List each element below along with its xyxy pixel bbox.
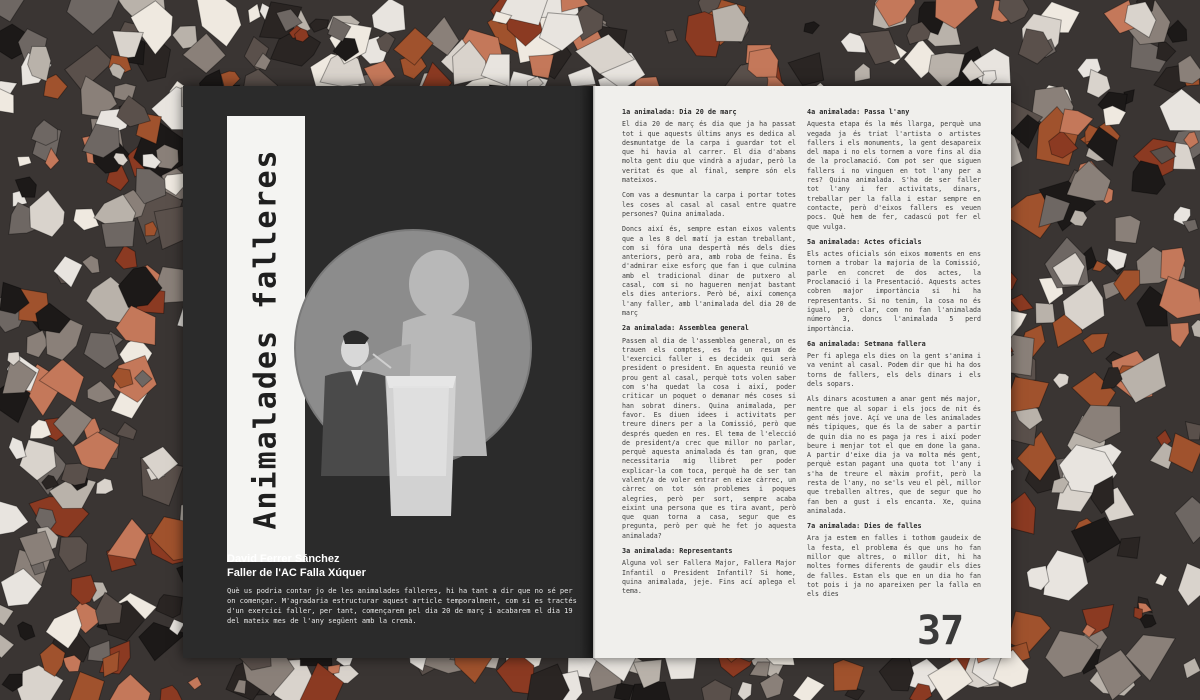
body-paragraph: Doncs així és, sempre estan eixos valents que a les 8 del matí ja estan treballant, com si fóra una despertà més dels dies anteriors, però ara, amb roba de feina. És d'admirar eixe esforç que fan i que culmina amb el tradicional dinar de putxero al casal, com si no hagueren menjat bastant els dies anteriors. Però bé, així comença l'any faller, amb l'animalada del dia 20 de març <box>622 225 796 317</box>
text-column-2 <box>807 108 981 600</box>
section-heading: 5a animalada: Actes oficials <box>807 237 922 246</box>
body-paragraph: Alguna vol ser Fallera Major, Fallera Major Infantil o President Infantil? Si home, quina animalada, jeje. Fins ací aplega el tema. <box>622 559 796 596</box>
body-paragraph: Ara ja estem en falles i tothom gaudeix de la festa, el problema és que uns ho fan millor que altres, o millor dit, hi ha moltes formes diferents de gaudir els dies de falles. Estan els que en un dia ho fan tot pois i ja no apareixen per la falla en els dies <box>807 534 981 599</box>
section-heading: 6a animalada: Setmana fallera <box>807 339 926 348</box>
body-paragraph: Els actes oficials són eixos moments en ens tornem a trobar la majoria de la Comissió, parle en concret de dos actes, la Proclamació i la Presentació. Aquests actes cobren major importància si hi ha representants. Si no tenim, la cosa no és igual, però clar, com no fan l'animalada número 3, doncs l'animalada 5 perd importància. <box>807 250 981 333</box>
speaker-illustration <box>291 226 541 536</box>
author-role: Faller de l'AC Falla Xúquer <box>227 567 366 579</box>
section-heading: 1a animalada: Dia 20 de març <box>622 108 737 116</box>
body-paragraph: Passem al dia de l'assemblea general, on es trauen els comptes, es fa un resum de l'exercici faller i es decideix qui serà president o president. En aquesta reunió ve prou gent al casal, perquè tots volen saber com s'ha quedat la cosa i així, poder criticar un poquet o demanar més coses si han sobrat diners. Quina animalada, per favor. Es diuen idees i activitats per treure diners per a la Comissió, però que després queden en res. El tema de l'elecció de president/a crec que millor no parlar, perquè aquesta animalada és tan gran, que necessitaria mig llibret per poder explicar-la com toca, perquè ha de ser tan valent/a de voler entrar en eixe càrrec, un càrrec on tot són problemes i poques alegries, però per sort, sempre acaba eixint una persona que es tira avant, però que quan torna a casa, segur que es pregunta, però per què he fet jo aquesta animalada? <box>622 336 796 540</box>
body-paragraph: Als dinars acostumen a anar gent més major, mentre que al sopar i els jocs de nit és gent més jove. Açí ve una de les animalades més típiques, que és la de saber a partir de quin dia no es paga ja res i així poder beure i menjar tot el que em done la gana. A partir d'eixe dia ja va molta més gent, perquè estan pagant una quota tot l'any i s'ha de treure el màxim profit, però la resta de l'any, no se'ls veu el pèl, millor que treballen altres, que de segur que ho fan ben a gust i els encanta. Xe, quina animalada. <box>807 395 981 515</box>
body-paragraph: Per fi aplega els dies on la gent s'anima i va venint al casal. Podem dir que hi ha dos torns de fallers, els dels dinars i els dels sopars. <box>807 352 981 389</box>
intro-paragraph: Què us podria contar jo de les animalades falleres, hi ha tant a dir que no sé per on començar. M'agradaria estructurar aquest article temporalment, com si es tractés d'un exercici faller, per tant, començarem pel dia 20 de març i acabarem el dia 19 del mateix mes de l'any següent amb la cremà. <box>227 587 577 625</box>
page-gutter-shadow <box>579 86 609 658</box>
magazine-spread <box>183 86 1011 658</box>
text-column-1 <box>622 108 796 597</box>
author-name: David Ferrer Sánchez <box>227 553 340 565</box>
body-paragraph: Com vas a desmuntar la carpa i portar totes les coses al casal al casal entre quatre persones? Quina animalada. <box>622 191 796 218</box>
body-paragraph: El dia 20 de març és dia que ja ha passat tot i que aquests últims anys es dedica al desmuntatge de la carpa i guardar tot el que hi havia al carrer. El dia d'abans molta gent diu que vindrà a ajudar, però la veritat és que al final, sempre són els mateixos. <box>622 120 796 185</box>
body-paragraph: Aquesta etapa és la més llarga, perquè una vegada ja és triat l'artista o artistes fallers i els monuments, la gent desapareix del mapa i no els tornem a vore fins al dia de la proclamació. Com pot ser que siguen fallers i no vinguen en tot l'any per a res? Quina animalada. S'ha de ser faller tot l'any i fer activitats, dinars, treballar per la falla i estar sempre en contacte, però d'eixos fallers es veuen pocs. Què hem de fer, cadascú pot fer el que vulga. <box>807 120 981 231</box>
page-number: 37 <box>917 608 964 654</box>
section-heading: 3a animalada: Representants <box>622 547 733 556</box>
section-heading: 2a animalada: Assemblea general <box>622 324 749 333</box>
author-block <box>227 552 366 580</box>
article-title: Animalades falleres <box>248 148 284 530</box>
section-heading: 7a animalada: Dies de falles <box>807 522 922 531</box>
left-page <box>183 86 593 658</box>
right-page <box>593 86 1011 658</box>
section-heading: 4a animalada: Passa l'any <box>807 108 910 116</box>
